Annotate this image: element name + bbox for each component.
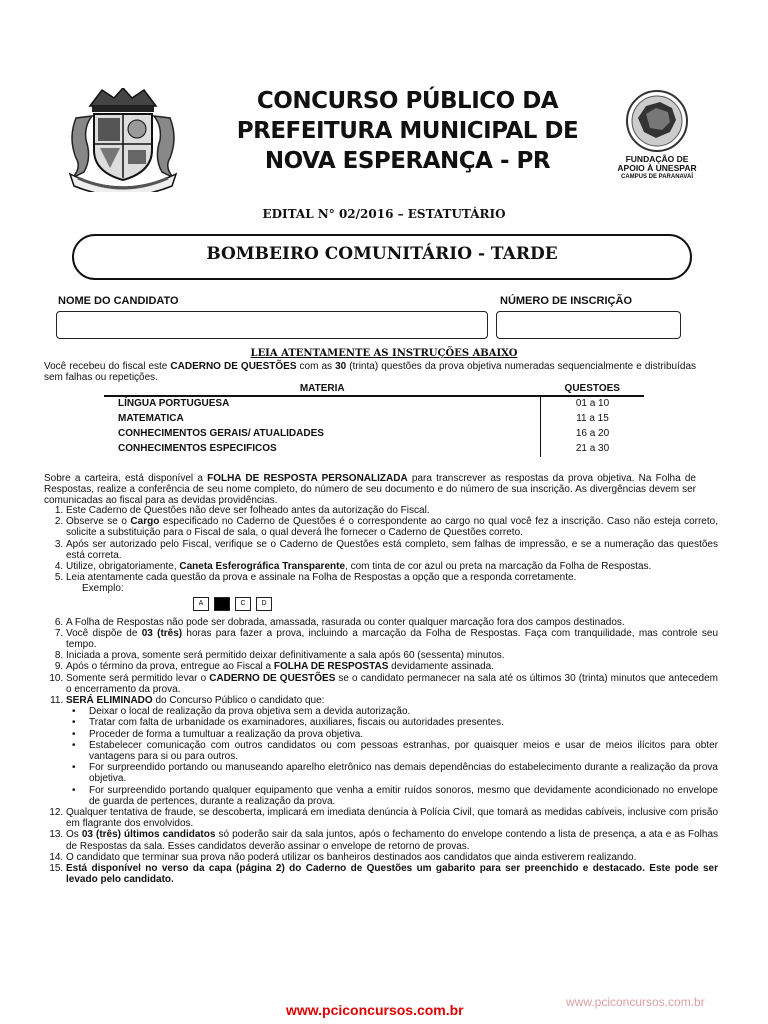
item-bold: FOLHA DE RESPOSTAS [273,661,389,673]
footer-url-link[interactable]: www.pciconcursos.com.br [286,1002,464,1018]
materia-cell: MATEMATICA [104,412,541,427]
municipal-coat-of-arms-icon [62,88,184,192]
col-materia: MATERIA [104,382,541,396]
fundacao-text [612,155,702,182]
cargo-title: BOMBEIRO COMUNITÁRIO - TARDE [206,244,558,264]
item-text: especificado no Caderno de Questões é o correspondente ao cargo no qual você fez a inscrição. Caso não esteja correto, solicite a substituição para o Fiscal de sala, o qual deverá lhe fornecer o Caderno de Questões correto. [66,516,718,539]
list-item [66,673,718,695]
instructions-list [44,505,718,886]
page-title [215,86,600,176]
title-line-2: PREFEITURA MUNICIPAL DE [236,118,579,144]
item-text: Observe se o [66,516,131,528]
folha-bold: FOLHA DE RESPOSTA PERSONALIZADA [207,473,408,484]
nome-field[interactable] [56,311,488,339]
table-row [104,396,644,412]
intro-bold-1: CADERNO DE QUESTÕES [170,361,297,372]
item-bold: Está disponível no verso da capa (página 2) do Caderno de Questões um gabarito para ser preenchido e destacado. Este pode ser levado pelo candidato. [66,863,718,886]
questoes-cell: 16 a 20 [575,428,610,439]
item-text: Iniciada a prova, somente será permitido deixar definitivamente a sala após 60 (sessenta) minutos. [66,650,505,662]
item-text: só poderão sair da sala juntos, após o fechamento do envelope contendo a lista de presença, a ata e as Folhas de Respostas da sala. Esses candidatos deverão assinar o envelope de retorno de provas. [66,829,718,852]
item-text: A Folha de Respostas não pode ser dobrada, amassada, rasurada ou conter qualquer marcação fora dos campos destinados. [66,616,625,628]
item-text: O candidato que terminar sua prova não poderá utilizar os banheiros destinados aos candidatos que ainda estiverem realizando. [66,851,637,863]
list-item [66,650,718,661]
item-text: se o candidato permanecer na sala até os últimos 30 (trinta) minutos que antecedem o encerramento da prova. [66,672,718,695]
item-text: Este Caderno de Questões não deve ser folheado antes da autorização do Fiscal. [66,505,430,516]
questoes-cell: 11 a 15 [576,413,609,424]
item-bold: Caneta Esferográfica Transparente [179,561,346,573]
watermark: www.pciconcursos.com.br [566,995,705,1009]
item-text: Os [66,829,82,841]
item-text: Você dispõe de [66,627,142,639]
option-b-filled-box [214,597,230,611]
table-row [104,412,644,427]
folha-text-1: Sobre a carteira, está disponível a [44,473,208,484]
list-item [66,617,718,628]
subjects-table [104,382,644,457]
title-line-1: CONCURSO PÚBLICO DA [256,88,559,114]
item-text: horas para fazer a prova, incluindo a marcação da Folha de Respostas. Faça com tranquilidade, mas controle seu tempo. [66,627,719,651]
item-text: do Concurso Público o candidato que: [152,695,325,707]
list-item: • For surpreendido portando qualquer equipamento que venha a emitir ruídos sonoros, mesmo que devidamente acondicionado no envelope de guarda de pertences, durante a realização da prova. [89,785,718,807]
list-item [66,852,718,863]
exemplo-label: Exemplo: [82,583,124,595]
list-item [66,807,718,829]
intro-bold-2: 30 [335,361,347,372]
item-bold: Cargo [130,516,160,528]
folha-text-2: para transcrever as respostas da prova objetiva. Na Folha de Respostas, realize a conferência de seu nome completo, do número de seu documento e do número de sua inscrição. As divergências devem ser comunicadas ao fiscal para as devidas providências. [44,473,696,506]
list-item [66,572,718,612]
fundacao-logo-icon [626,88,688,154]
item-bold: CADERNO DE QUESTÕES [209,672,336,684]
list-item [66,539,718,561]
nome-label: NOME DO CANDIDATO [58,295,179,307]
item-text: devidamente assinada. [388,661,494,673]
elimination-list [66,706,718,807]
list-item: • Proceder de forma a tumultuar a realização da prova objetiva. [89,729,718,740]
item-text: Leia atentamente cada questão da prova e assinale na Folha de Respostas a opção que a responda corretamente. [66,572,577,584]
list-item [66,863,718,885]
list-item [66,505,718,516]
item-bold: 03 (três) últimos candidatos [81,829,216,841]
title-line-3: NOVA ESPERANÇA - PR [264,148,551,174]
intro-text-2: com as [296,361,336,372]
list-item [66,695,718,807]
item-text: Somente será permitido levar o [66,672,210,684]
item-text: Após o término da prova, entregue ao Fiscal a [66,661,274,673]
list-item: • For surpreendido portando ou manuseando aparelho eletrônico nas demais dependências do estabelecimento durante a realização da prova objetiva. [89,762,718,784]
fundacao-line-3: CAMPUS DE PARANAVAÍ [620,174,693,180]
list-item [66,561,718,572]
intro-paragraph [44,361,696,383]
list-item [66,661,718,672]
list-item [66,628,718,650]
item-bold: SERÁ ELIMINADO [66,695,153,707]
list-item: • Tratar com falta de urbanidade os examinadores, auxiliares, fiscais ou autoridades presentes. [89,717,718,728]
edital-number: EDITAL N° 02/2016 – ESTATUTÁRIO [262,207,506,221]
list-item: • Estabelecer comunicação com outros candidatos ou com pessoas estranhas, por quaisquer meios e usar de meios ilícitos para obter vantagens para si ou para outros. [89,740,718,762]
list-item [66,516,718,538]
exemplo-boxes [193,597,718,613]
fundacao-line-1: FUNDAÇÃO DE [625,154,689,164]
fundacao-line-2: APOIO À UNESPAR [617,163,697,173]
item-text: Após ser autorizado pelo Fiscal, verifique se o Caderno de Questões está completo, sem falhas de impressão, e se a numeração das questões está correta. [66,538,718,561]
numero-label: NÚMERO DE INSCRIÇÃO [500,295,633,307]
folha-paragraph [44,473,696,506]
option-c-box: C [235,597,251,611]
questoes-cell: 21 a 30 [575,443,610,454]
questoes-cell: 01 a 10 [575,398,610,409]
option-a-box: A [193,597,209,611]
item-bold: 03 (três) [141,627,183,639]
item-text: Utilize, obrigatoriamente, [66,561,180,573]
col-questoes: QUESTOES [541,382,645,396]
materia-cell: CONHECIMENTOS GERAIS/ ATUALIDADES [104,427,541,442]
intro-text-1: Você recebeu do fiscal este [44,361,171,372]
list-item: • Deixar o local de realização da prova objetiva sem a devida autorização. [89,706,718,717]
materia-cell: CONHECIMENTOS ESPECIFICOS [104,442,541,457]
instructions-heading: LEIA ATENTAMENTE AS INSTRUÇÕES ABAIXO [250,348,518,359]
materia-cell: LÍNGUA PORTUGUESA [104,396,541,412]
list-item [66,829,718,851]
table-row [104,442,644,457]
numero-field[interactable] [496,311,681,339]
table-row [104,427,644,442]
item-text: Qualquer tentativa de fraude, se descoberta, implicará em imediata denúncia à Polícia Civil, que tomará as medidas cabíveis, inclusive com prisão em flagrante dos envolvidos. [66,807,718,830]
option-d-box: D [256,597,272,611]
item-text: , com tinta de cor azul ou preta na marcação da Folha de Respostas. [345,561,652,573]
intro-text-3: (trinta) questões da prova objetiva numeradas sequencialmente e distribuídas sem falhas ou repetições. [44,361,697,383]
